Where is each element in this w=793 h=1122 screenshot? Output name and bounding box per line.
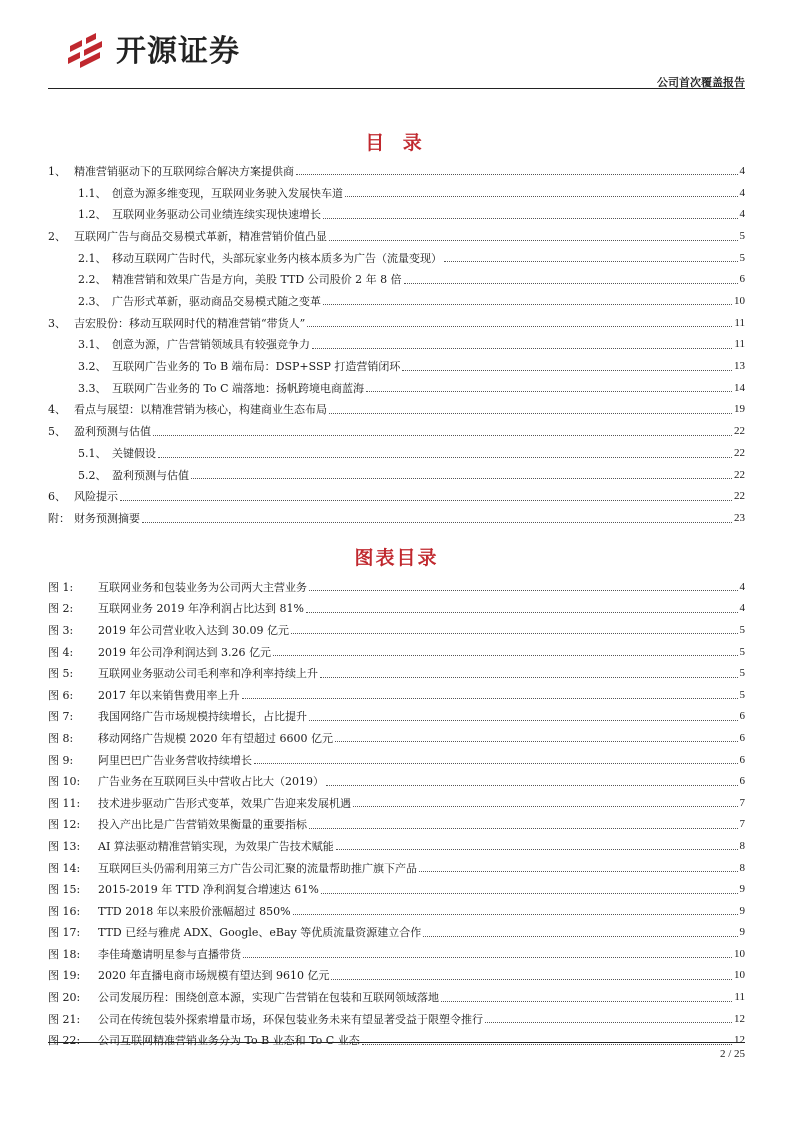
dot-leader [444, 261, 738, 262]
entry-number: 图 13: [48, 839, 81, 853]
figure-entry[interactable] [48, 619, 745, 641]
entry-number: 图 8: [48, 731, 74, 745]
entry-page: 5 [739, 688, 745, 701]
entry-title[interactable]: 精准营销驱动下的互联网综合解决方案提供商 [74, 164, 294, 178]
figure-entry[interactable] [48, 900, 745, 922]
dot-leader [309, 590, 738, 591]
entry-page: 19 [734, 403, 745, 416]
entry-title[interactable]: 投入产出比是广告营销效果衡量的重要指标 [98, 818, 307, 832]
entry-number: 2、 [48, 230, 66, 244]
entry-title[interactable]: TTD 已经与雅虎 ADX、Google、eBay 等优质流量资源建立合作 [98, 926, 422, 940]
dot-leader [273, 655, 738, 656]
dot-leader [323, 218, 738, 219]
entry-title[interactable]: 2019 年公司营业收入达到 30.09 亿元 [98, 623, 289, 637]
entry-number: 3、 [48, 316, 66, 330]
toc-entry[interactable] [48, 485, 745, 507]
dot-leader [153, 435, 732, 436]
figure-entry[interactable] [48, 965, 745, 987]
dot-leader [321, 893, 738, 894]
entry-title[interactable]: 互联网业务和包装业务为公司两大主营业务 [98, 580, 307, 594]
entry-number: 5、 [48, 425, 66, 439]
entry-title[interactable]: 盈利预测与估值 [112, 468, 189, 482]
toc-entry[interactable] [48, 225, 745, 247]
toc-entry[interactable] [48, 269, 745, 291]
entry-title[interactable]: 互联网业务 2019 年净利润占比达到 81% [98, 602, 304, 616]
header-divider [48, 88, 745, 89]
entry-number: 5.2、 [78, 468, 107, 482]
footer-divider [48, 1042, 745, 1043]
figure-entry[interactable] [48, 749, 745, 771]
figure-entry[interactable] [48, 770, 745, 792]
entry-number: 3.3、 [78, 381, 107, 395]
company-logo [66, 26, 240, 70]
dot-leader [329, 240, 738, 241]
figure-entry[interactable] [48, 835, 745, 857]
entry-number: 1、 [48, 164, 66, 178]
entry-page: 9 [739, 904, 745, 917]
entry-title[interactable]: 广告形式革新，驱动商品交易模式随之变革 [112, 294, 321, 308]
dot-leader [293, 914, 738, 915]
entry-page: 22 [734, 468, 745, 481]
entry-number: 6、 [48, 490, 66, 504]
dot-leader [362, 1044, 732, 1045]
entry-number: 图 7: [48, 710, 74, 724]
dot-leader [306, 612, 738, 613]
figure-entry[interactable] [48, 922, 745, 944]
entry-number: 图 16: [48, 904, 81, 918]
dot-leader [336, 849, 738, 850]
entry-title[interactable]: 2017 年以来销售费用率上升 [98, 688, 240, 702]
entry-number: 图 17: [48, 926, 81, 940]
entry-title[interactable]: TTD 2018 年以来股价涨幅超过 850% [98, 904, 291, 918]
entry-title[interactable]: AI 算法驱动精准营销实现，为效果广告技术赋能 [98, 839, 334, 853]
toc-entry[interactable] [48, 312, 745, 334]
dot-leader [243, 957, 732, 958]
entry-page: 5 [739, 230, 745, 243]
dot-leader [419, 871, 738, 872]
entry-page: 4 [739, 580, 745, 593]
entry-number: 图 14: [48, 861, 81, 875]
entry-title[interactable]: 财务预测摘要 [74, 512, 140, 526]
entry-number: 图 12: [48, 818, 81, 832]
figure-entry[interactable] [48, 943, 745, 965]
entry-number: 图 3: [48, 623, 74, 637]
dot-leader [323, 304, 732, 305]
dot-leader [191, 478, 732, 479]
report-type-label: 公司首次覆盖报告 [657, 76, 745, 89]
entry-page: 11 [734, 338, 745, 351]
dot-leader [120, 500, 732, 501]
entry-number: 3.2、 [78, 360, 107, 374]
figure-entry[interactable] [48, 662, 745, 684]
dot-leader [326, 785, 738, 786]
entry-page: 5 [739, 623, 745, 636]
entry-page: 7 [739, 796, 745, 809]
entry-title[interactable]: 2020 年直播电商市场规模有望达到 9610 亿元 [98, 969, 330, 983]
entry-number: 附： [48, 512, 70, 526]
entry-page: 10 [734, 969, 745, 982]
entry-page: 13 [734, 360, 745, 373]
entry-page: 14 [734, 381, 745, 394]
entry-number: 4、 [48, 403, 66, 417]
dot-leader [331, 979, 732, 980]
toc-list [48, 160, 745, 529]
entry-number: 图 2: [48, 602, 74, 616]
dot-leader [142, 522, 732, 523]
entry-page: 10 [734, 947, 745, 960]
entry-title[interactable]: 创意为源多维变现，互联网业务驶入发展快车道 [112, 186, 343, 200]
entry-title[interactable]: 移动互联网广告时代，头部玩家业务内核本质多为广告（流量变现） [112, 251, 442, 265]
toc-entry[interactable] [48, 334, 745, 356]
entry-page: 10 [734, 294, 745, 307]
entry-title[interactable]: 李佳琦邀请明星参与直播带货 [98, 947, 241, 961]
entry-page: 5 [739, 251, 745, 264]
dot-leader [404, 283, 738, 284]
entry-title[interactable]: 互联网广告业务的 To B 端布局：DSP+SSP 打造营销闭环 [112, 360, 401, 374]
entry-title[interactable]: 2015-2019 年 TTD 净利润复合增速达 61% [98, 883, 319, 897]
entry-number: 图 21: [48, 1012, 81, 1026]
entry-page: 6 [739, 731, 745, 744]
dot-leader [366, 391, 732, 392]
figure-entry[interactable] [48, 1029, 745, 1051]
entry-title[interactable]: 互联网业务驱动公司毛利率和净利率持续上升 [98, 667, 318, 681]
figure-entry[interactable] [48, 814, 745, 836]
entry-title[interactable]: 公司在传统包装外探索增量市场，环保包装业务未来有望显著受益于限塑令推行 [98, 1012, 483, 1026]
entry-page: 22 [734, 425, 745, 438]
logo-mark-icon [66, 28, 106, 68]
entry-number: 5.1、 [78, 447, 107, 460]
toc-entry[interactable] [48, 442, 745, 464]
entry-number: 1.2、 [78, 208, 107, 222]
figure-entry[interactable] [48, 684, 745, 706]
entry-page: 4 [739, 208, 745, 221]
entry-page: 12 [734, 1012, 745, 1025]
entry-number: 图 4: [48, 645, 74, 659]
entry-title[interactable]: 2019 年公司净利润达到 3.26 亿元 [98, 645, 271, 659]
entry-page: 11 [734, 991, 745, 1004]
entry-title[interactable]: 广告业务在互联网巨头中营收占比大（2019） [98, 775, 324, 789]
dot-leader [296, 174, 738, 175]
dot-leader [254, 763, 738, 764]
toc-entry[interactable] [48, 398, 745, 420]
dot-leader [345, 196, 738, 197]
dot-leader [309, 720, 738, 721]
entry-number: 2.3、 [78, 294, 107, 308]
dot-leader [441, 1001, 732, 1002]
entry-number: 3.1、 [78, 338, 107, 352]
entry-page: 7 [739, 818, 745, 831]
toc-entry[interactable] [48, 377, 745, 399]
entry-number: 1.1、 [78, 186, 107, 200]
toc-entry[interactable] [48, 182, 745, 204]
figure-entry[interactable] [48, 598, 745, 620]
dot-leader [402, 370, 732, 371]
dot-leader [423, 936, 737, 937]
toc-entry[interactable] [48, 507, 745, 529]
dot-leader [312, 348, 732, 349]
entry-title[interactable]: 我国网络广告市场规模持续增长，占比提升 [98, 710, 307, 724]
entry-number: 图 18: [48, 947, 81, 961]
dot-leader [158, 457, 732, 458]
entry-title[interactable]: 技术进步驱动广告形式变革，效果广告迎来发展机遇 [98, 796, 351, 810]
entry-number: 图 22: [48, 1034, 81, 1048]
dot-leader [329, 413, 732, 414]
entry-number: 图 5: [48, 667, 74, 681]
entry-page: 22 [734, 490, 745, 503]
figure-entry[interactable] [48, 857, 745, 879]
entry-title[interactable]: 互联网广告与商品交易模式革新，精准营销价值凸显 [74, 230, 327, 244]
entry-title[interactable]: 看点与展望：以精准营销为核心，构建商业生态布局 [74, 403, 327, 417]
entry-page: 23 [734, 512, 745, 525]
dot-leader [485, 1022, 732, 1023]
entry-title[interactable]: 盈利预测与估值 [74, 425, 151, 439]
entry-title[interactable]: 公司互联网精准营销业务分为 To B 业态和 To C 业态 [98, 1034, 360, 1048]
figure-entry[interactable] [48, 878, 745, 900]
entry-page: 6 [739, 753, 745, 766]
figure-entry[interactable] [48, 1008, 745, 1030]
toc-entry[interactable] [48, 160, 745, 182]
dot-leader [335, 741, 738, 742]
figure-entry[interactable] [48, 576, 745, 598]
entry-page: 9 [739, 926, 745, 939]
entry-page: 11 [734, 316, 745, 329]
entry-title[interactable]: 阿里巴巴广告业务营收持续增长 [98, 753, 252, 767]
figure-entry[interactable] [48, 792, 745, 814]
figure-entry[interactable] [48, 706, 745, 728]
toc-entry[interactable] [48, 355, 745, 377]
dot-leader [353, 806, 738, 807]
entry-page: 6 [739, 710, 745, 723]
logo-text: 开源证券 [116, 34, 240, 69]
dot-leader [307, 326, 732, 327]
toc-entry[interactable] [48, 203, 745, 225]
entry-page: 9 [739, 883, 745, 896]
entry-title[interactable]: 移动网络广告规模 2020 年有望超过 6600 亿元 [98, 731, 333, 745]
entry-title[interactable]: 互联网广告业务的 To C 端落地：扬帆跨境电商蓝海 [112, 381, 365, 395]
entry-number: 图 10: [48, 775, 81, 789]
figures-list [48, 576, 745, 1051]
figures-title: 图表目录 [354, 547, 439, 569]
figure-entry[interactable] [48, 986, 745, 1008]
toc-entry[interactable] [48, 420, 745, 442]
figure-entry[interactable] [48, 641, 745, 663]
entry-number: 图 20: [48, 991, 81, 1005]
dot-leader [320, 677, 738, 678]
entry-title[interactable]: 创意为源，广告营销领域具有较强竞争力 [112, 338, 310, 352]
entry-page: 5 [739, 667, 745, 680]
entry-title[interactable]: 互联网业务驱动公司业绩连续实现快速增长 [112, 208, 321, 222]
entry-title[interactable]: 精准营销和效果广告是方向，美股 TTD 公司股价 2 年 8 倍 [112, 273, 402, 287]
toc-entry[interactable] [48, 290, 745, 312]
entry-number: 图 9: [48, 753, 74, 767]
toc-entry[interactable] [48, 464, 745, 486]
entry-page: 8 [739, 861, 745, 874]
entry-page: 6 [739, 775, 745, 788]
entry-page: 8 [739, 839, 745, 852]
entry-page: 4 [739, 186, 745, 199]
entry-number: 图 11: [48, 796, 81, 810]
dot-leader [309, 828, 738, 829]
toc-title: 目 录 [365, 132, 428, 154]
entry-page: 5 [739, 645, 745, 658]
toc-entry[interactable] [48, 247, 745, 269]
entry-number: 图 6: [48, 688, 74, 702]
entry-number: 图 15: [48, 883, 81, 897]
entry-page: 4 [739, 164, 745, 177]
dot-leader [291, 633, 738, 634]
entry-page: 4 [739, 602, 745, 615]
entry-title[interactable]: 互联网巨头仍需利用第三方广告公司汇聚的流量帮助推广旗下产品 [98, 861, 417, 875]
entry-number: 图 19: [48, 969, 81, 983]
entry-title[interactable]: 公司发展历程：围绕创意本源，实现广告营销在包装和互联网领域落地 [98, 991, 439, 1005]
entry-number: 图 1: [48, 580, 74, 594]
entry-title[interactable]: 关键假设 [112, 447, 156, 460]
figure-entry[interactable] [48, 727, 745, 749]
entry-number: 2.2、 [78, 273, 107, 287]
entry-number: 2.1、 [78, 251, 107, 265]
page-number: 2 / 25 [719, 1048, 745, 1060]
dot-leader [242, 698, 738, 699]
entry-title[interactable]: 吉宏股份：移动互联网时代的精准营销“带货人” [74, 316, 306, 330]
entry-page: 22 [734, 447, 745, 459]
entry-page: 12 [734, 1034, 745, 1047]
entry-title[interactable]: 风险提示 [74, 490, 118, 504]
entry-page: 6 [739, 273, 745, 286]
